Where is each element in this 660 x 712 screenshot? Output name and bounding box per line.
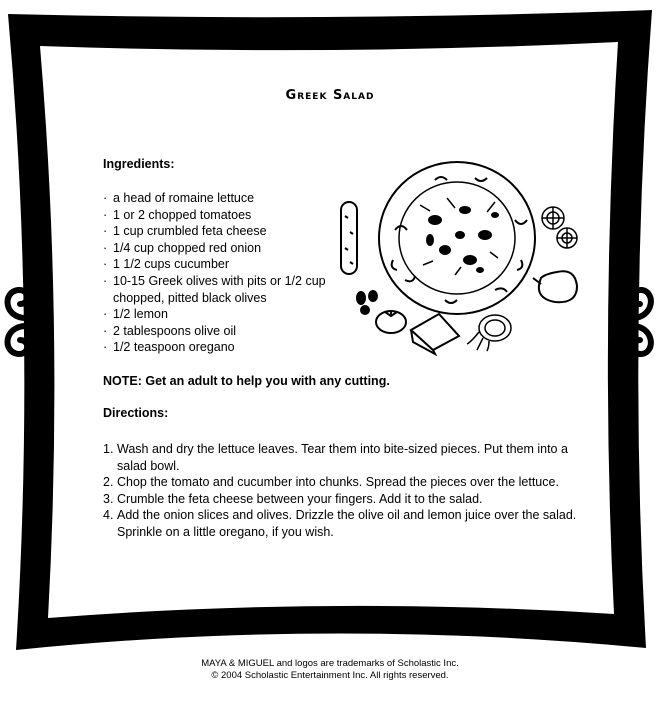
list-item: [103, 256, 353, 273]
list-item: [103, 240, 353, 257]
list-item: [103, 207, 353, 224]
copyright-footer: [0, 658, 660, 682]
feta-cheese-icon: [411, 314, 459, 354]
salad-contents: [426, 206, 499, 273]
list-item: [103, 339, 353, 356]
ingredient-text: a head of romaine lettuce: [113, 191, 255, 205]
directions-heading: Directions:: [103, 406, 169, 420]
ingredient-text: 1/2 teaspoon oregano: [113, 340, 235, 355]
bullet: ·: [103, 191, 108, 205]
bullet: ·: [103, 224, 108, 239]
tomato-icon: [376, 310, 406, 333]
ingredient-text: 10-15 Greek olives with pits or 1/2 cup chopped, pitted black olives: [113, 273, 326, 305]
ingredient-text: 1/2 lemon: [113, 307, 168, 322]
safety-note: NOTE: Get an adult to help you with any cutting.: [103, 374, 390, 388]
list-item: [103, 223, 353, 240]
bullet: ·: [103, 240, 108, 255]
step-text: Add the onion slices and olives. Drizzle the olive oil and lemon juice over the salad. Sprinkle on a little oregano, if you wish.: [117, 508, 577, 539]
onion-icon: [467, 315, 511, 351]
step-number: 4.: [103, 508, 114, 523]
ingredient-text: 2 tablespoons olive oil: [113, 323, 236, 338]
copyright-line: © 2004 Scholastic Entertainment Inc. All rights reserved.: [211, 670, 449, 681]
bullet: ·: [103, 257, 108, 272]
bullet: ·: [103, 340, 108, 355]
bullet: ·: [103, 307, 108, 322]
ingredients-heading: Ingredients:: [103, 157, 175, 171]
list-item: [103, 507, 587, 540]
ingredient-text: 1 1/2 cups cucumber: [113, 257, 230, 272]
step-text: Chop the tomato and cucumber into chunks. Spread the pieces over the lettuce.: [117, 475, 559, 490]
list-item: [103, 441, 587, 474]
bullet: ·: [103, 207, 108, 222]
greek-salad-illustration: [335, 160, 595, 360]
list-item: [103, 323, 353, 340]
step-number: 2.: [103, 475, 114, 490]
olives-icon: [356, 290, 378, 315]
ingredient-text: 1 or 2 chopped tomatoes: [113, 207, 252, 222]
step-text: Crumble the feta cheese between your fingers. Add it to the salad.: [117, 491, 483, 506]
list-item: [103, 491, 587, 508]
trademark-line: MAYA & MIGUEL and logos are trademarks of Scholastic Inc.: [201, 658, 459, 669]
bullet: ·: [103, 273, 108, 288]
list-item: [103, 306, 353, 323]
ingredients-list: [103, 190, 353, 356]
bullet: ·: [103, 323, 108, 338]
step-number: 3.: [103, 491, 114, 506]
ingredient-text: 1 cup crumbled feta cheese: [113, 224, 267, 239]
ingredient-text: 1/4 cup chopped red onion: [113, 240, 262, 255]
step-number: 1.: [103, 442, 114, 456]
step-text: Wash and dry the lettuce leaves. Tear them into bite-sized pieces. Put them into a salad bowl.: [117, 442, 568, 473]
directions-list: [103, 441, 587, 541]
recipe-title: Greek Salad: [285, 88, 375, 103]
list-item: [103, 474, 587, 491]
pepper-icon: [533, 271, 577, 302]
list-item: [103, 190, 353, 207]
list-item: [103, 273, 353, 306]
cucumber-icon: [341, 202, 357, 274]
lemon-slices-icon: [542, 207, 577, 248]
